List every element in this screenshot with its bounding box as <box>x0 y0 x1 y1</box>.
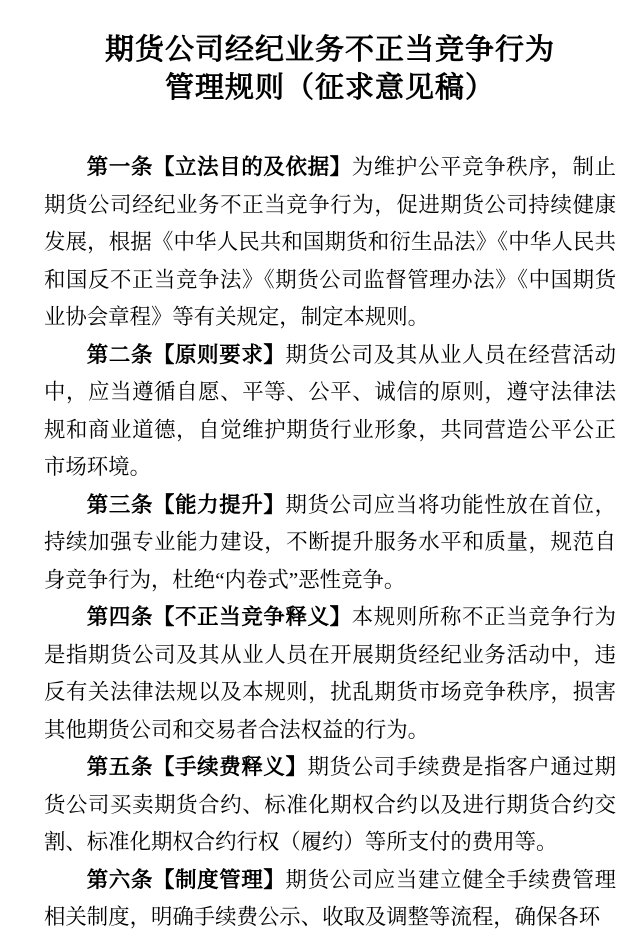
article-2 <box>44 337 616 487</box>
document-title-line-2: 管理规则（征求意见稿） <box>164 72 495 104</box>
article-6-heading: 第六条【制度管理】 <box>86 867 286 892</box>
article-3-body: 期货公司应当将功能性放在首位，持续加强专业能力建设，不断提升服务水平和质量，规范自身竞争行为，杜绝“内卷式”恶性竞争。 <box>44 492 616 592</box>
article-5-body: 期货公司手续费是指客户通过期货公司买卖期货合约、标准化期权合约以及进行期货合约交割、标准化期权合约行权（履约）等所支付的费用等。 <box>44 755 616 854</box>
article-4-heading: 第四条【不正当竞争释义】 <box>86 605 352 629</box>
article-3-heading: 第三条【能力提升】 <box>86 492 286 517</box>
article-5-heading: 第五条【手续费释义】 <box>86 755 308 779</box>
article-5 <box>44 749 616 862</box>
articles-body <box>44 149 616 937</box>
article-6 <box>44 862 616 937</box>
document-title <box>44 31 616 107</box>
article-6-body: 期货公司应当建立健全手续费管理相关制度，明确手续费公示、收取及调整等流程，确保各环 <box>44 867 616 929</box>
article-1-heading: 第一条【立法目的及依据】 <box>86 155 352 179</box>
article-1 <box>44 149 616 337</box>
article-4 <box>44 599 616 749</box>
article-3 <box>44 487 616 600</box>
article-4-body: 本规则所称不正当竞争行为是指期货公司及其从业人员在开展期货经纪业务活动中，违反有关法律法规以及本规则，扰乱期货市场竞争秩序，损害其他期货公司和交易者合法权益的行为。 <box>44 605 616 742</box>
article-2-body: 期货公司及其从业人员在经营活动中，应当遵循自愿、平等、公平、诚信的原则，遵守法律法规和商业道德，自觉维护期货行业形象，共同营造公平公正市场环境。 <box>44 342 616 479</box>
article-1-body: 为维护公平竞争秩序，制止期货公司经纪业务不正当竞争行为，促进期货公司持续健康发展，根据《中华人民共和国期货和衍生品法》《中华人民共和国反不正当竞争法》《期货公司监督管理办法》《中国期货业协会章程》等有关规定，制定本规则。 <box>44 155 616 329</box>
document-title-line-1: 期货公司经纪业务不正当竞争行为 <box>104 34 555 66</box>
article-2-heading: 第二条【原则要求】 <box>86 342 286 367</box>
